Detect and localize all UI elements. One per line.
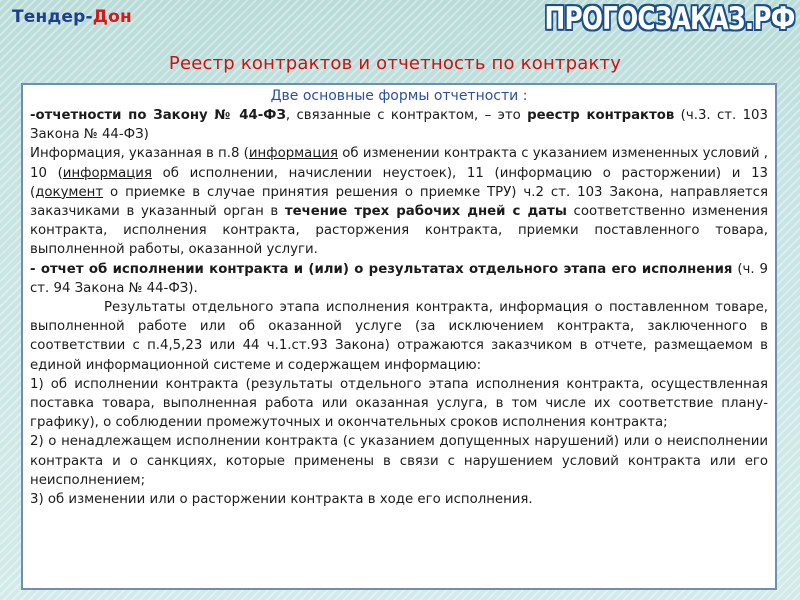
brand-text-part2: Дон (92, 7, 132, 27)
list-item-1: 1) об исполнении контракта (результаты отдельного этапа исполнения контракта, осуществленная поставка товара, выполненная работа или оказанная услуга, в том числе их соответствие плану-графику), о соблюдении промежуточных и окончательных сроков исполнения контракта; (30, 376, 768, 431)
slide-title: Реестр контрактов и отчетность по контракту (168, 53, 622, 74)
text-span: (ч.3. ст. 103 Закона № 44-ФЗ) (30, 108, 768, 143)
paragraph-stage-results: Результаты отдельного этапа исполнения контракта, информация о поставленном товаре, выполненной работе или об оказанной услуге (за исключением контракта, заключенного в соответствии с п.4,5,23 или 44 ч.1.ст.93 Закона) отражаются заказчиком в отчете, размещаемом в единой информационной системе и содержащем информацию: (30, 300, 768, 373)
text-span: (ч. 9 ст. 94 Закона № 44-ФЗ). (30, 261, 768, 296)
content-subtitle: Две основные формы отчетности : (270, 88, 528, 104)
list-item-2: 2) о ненадлежащем исполнении контракта (с указанием допущенных нарушений) или о неисполнении контракта и о санкциях, которые применены в связи с нарушением условий контракта или его неисполнением; (30, 434, 768, 488)
content-box (21, 83, 777, 590)
paragraph-registry-info (30, 144, 768, 259)
list-item-3: 3) об изменении или о расторжении контракта в ходе его исполнения. (30, 492, 533, 508)
text-span: соответственно изменения контракта, исполнения контракта, расторжения контракта, приемки поставленного товара, выполненной работы, оказанной услуги. (30, 204, 768, 258)
text-span: об изменении контракта с указанием измененных условий , 10 ( (30, 146, 769, 181)
text-span: Информация, указанная в п.8 ( (30, 146, 249, 162)
text-span: , связанные с контрактом, – это (285, 108, 528, 123)
text-bold: - отчет об исполнении контракта и (или) о результатах отдельного этапа его исполнения (30, 261, 733, 277)
text-bold: реестр контрактов (527, 108, 675, 123)
brand-logo (12, 7, 132, 27)
portal-logo: ПРОГОСЗАКАЗ.РФ (544, 1, 794, 37)
text-underlined: информация (62, 165, 152, 181)
brand-text-part1: Тендер- (12, 7, 93, 27)
text-underlined: документ (35, 184, 104, 200)
text-span: о приемке в случае принятия решения о приемке ТРУ) ч.2 ст. 103 Закона, направляется заказчиками в указанный орган в (30, 184, 768, 220)
text-span: об исполнении, начислении неустоек), 11 (информацию о расторжении) и 13 ( (30, 165, 768, 200)
paragraph-execution-report (30, 260, 768, 298)
text-underlined: информация (248, 146, 339, 162)
text-bold: -отчетности по Закону № 44-ФЗ (30, 108, 286, 123)
text-bold: течение трех рабочих дней с даты (284, 204, 567, 220)
paragraph-contract-registry (30, 106, 768, 144)
